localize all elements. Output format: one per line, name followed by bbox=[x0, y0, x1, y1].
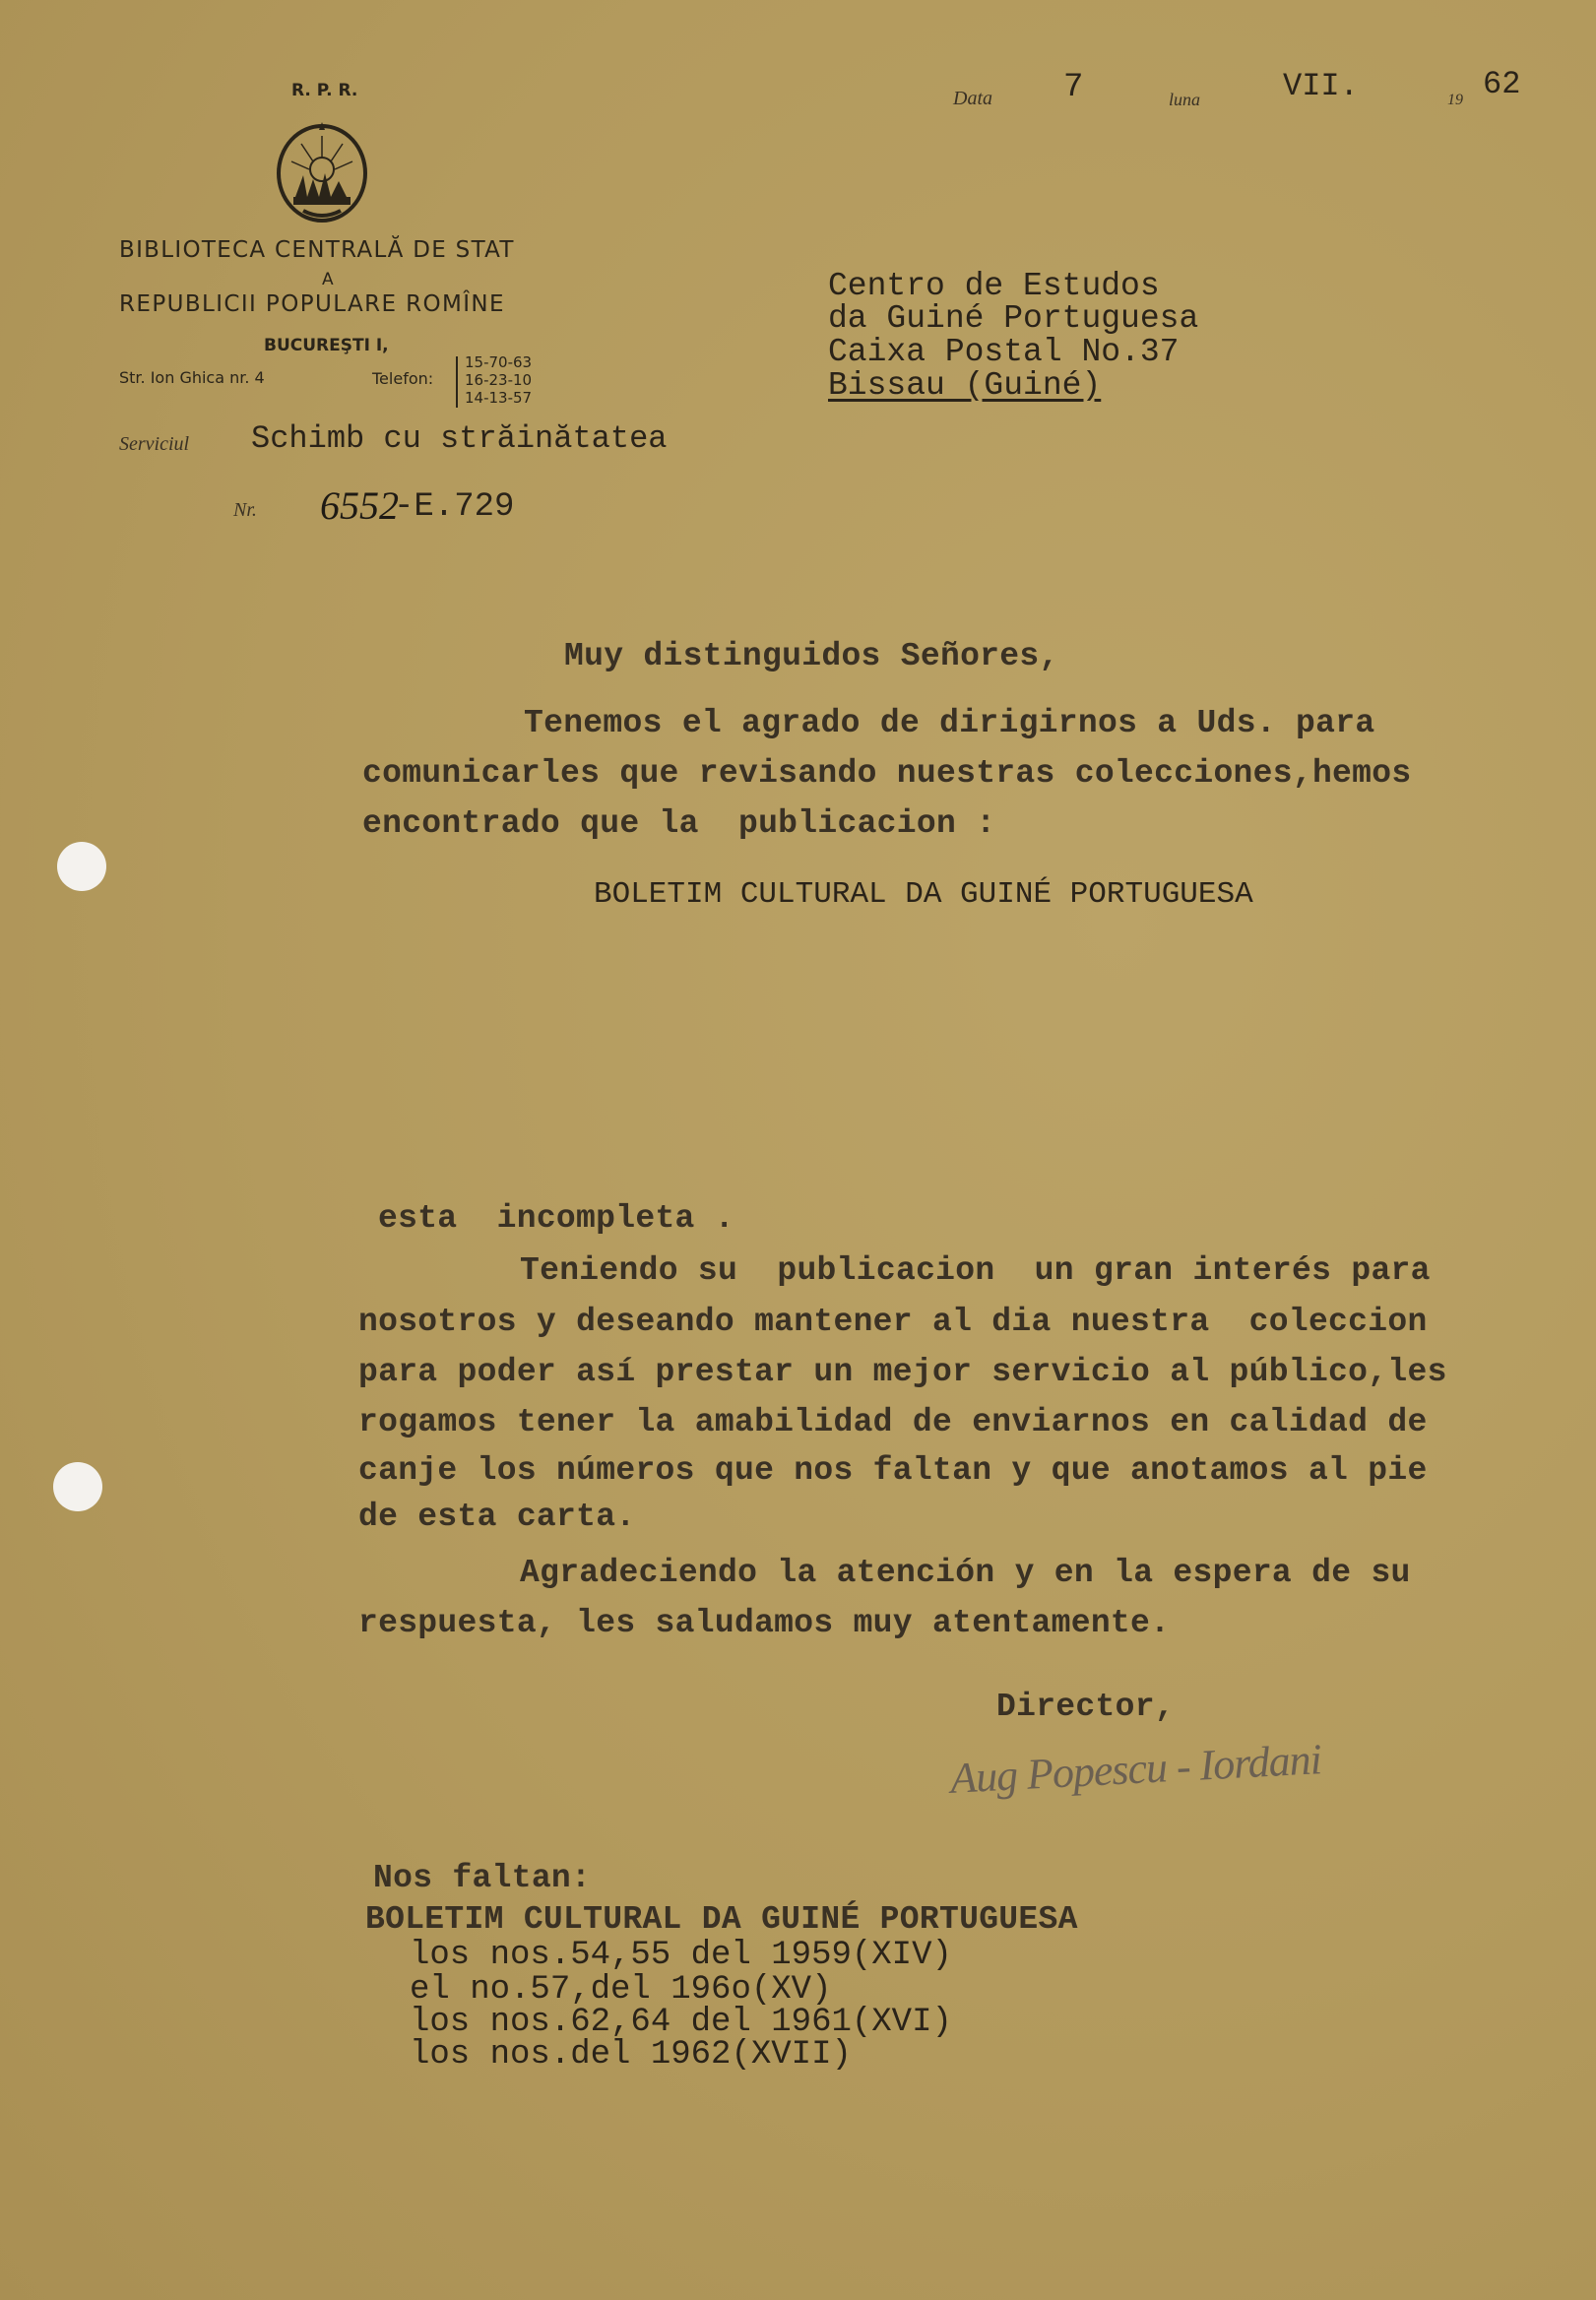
recipient-line: da Guiné Portuguesa bbox=[828, 300, 1199, 337]
institution-line-3: REPUBLICII POPULARE ROMÎNE bbox=[119, 291, 505, 317]
nr-handwritten: 6552 bbox=[320, 483, 399, 528]
date-month: VII. bbox=[1283, 68, 1359, 104]
month-label: luna bbox=[1169, 90, 1201, 109]
date-label: Data bbox=[953, 88, 992, 109]
body-line: de esta carta. bbox=[358, 1499, 636, 1535]
date-day: 7 bbox=[1063, 69, 1084, 106]
body-line: Tenemos el agrado de dirigirnos a Uds. para bbox=[524, 705, 1375, 741]
institution-line-2: A bbox=[322, 270, 334, 289]
recipient-line: Caixa Postal No.37 bbox=[828, 334, 1180, 370]
missing-item: el no.57,del 196o(XV) bbox=[410, 1971, 832, 2009]
service-label: Serviciul bbox=[119, 433, 190, 455]
phone-number: 16-23-10 bbox=[465, 371, 533, 389]
body-line: para poder así prestar un mejor servicio al público,les bbox=[358, 1354, 1447, 1390]
salutation: Muy distinguidos Señores, bbox=[564, 638, 1059, 674]
phone-label: Telefon: bbox=[372, 369, 434, 388]
signature: Aug Popescu - Iordani bbox=[948, 1735, 1322, 1803]
body-line: Agradeciendo la atención y en la espera de su bbox=[520, 1555, 1411, 1591]
punch-hole bbox=[57, 842, 106, 891]
coat-of-arms-emblem bbox=[274, 118, 370, 224]
missing-item: los nos.del 1962(XVII) bbox=[410, 2036, 852, 2074]
body-line: esta incompleta . bbox=[378, 1200, 734, 1237]
publication-title: BOLETIM CULTURAL DA GUINÉ PORTUGUESA bbox=[594, 877, 1253, 912]
year-prefix: 19 bbox=[1447, 92, 1463, 108]
body-line: nosotros y deseando mantener al dia nuestra coleccion bbox=[358, 1304, 1428, 1340]
phone-bracket bbox=[456, 356, 462, 408]
punch-hole bbox=[53, 1462, 102, 1511]
nr-typed: -E.729 bbox=[394, 488, 515, 526]
body-line: rogamos tener la amabilidad de enviarnos en calidad de bbox=[358, 1404, 1428, 1440]
city: BUCUREŞTI I, bbox=[264, 336, 389, 355]
missing-item: los nos.54,55 del 1959(XIV) bbox=[410, 1937, 952, 1974]
street-address: Str. Ion Ghica nr. 4 bbox=[119, 368, 265, 387]
date-year: 62 bbox=[1483, 66, 1521, 102]
body-line: canje los números que nos faltan y que anotamos al pie bbox=[358, 1452, 1428, 1489]
service-value: Schimb cu străinătatea bbox=[251, 420, 668, 457]
recipient-line: Bissau (Guiné) bbox=[828, 367, 1102, 404]
phone-number: 14-13-57 bbox=[465, 389, 533, 407]
body-line: respuesta, les saludamos muy atentamente. bbox=[358, 1605, 1171, 1641]
closing: Director, bbox=[996, 1689, 1175, 1725]
body-line: encontrado que la publicacion : bbox=[362, 805, 996, 842]
body-line: Teniendo su publicacion un gran interés para bbox=[520, 1252, 1431, 1289]
phone-number: 15-70-63 bbox=[465, 353, 533, 371]
missing-title: BOLETIM CULTURAL DA GUINÉ PORTUGUESA bbox=[365, 1901, 1078, 1938]
country-abbrev: R. P. R. bbox=[291, 81, 358, 100]
missing-heading: Nos faltan: bbox=[373, 1860, 592, 1896]
nr-label: Nr. bbox=[233, 499, 257, 521]
institution-line-1: BIBLIOTECA CENTRALĂ DE STAT bbox=[119, 237, 515, 263]
recipient-line: Centro de Estudos bbox=[828, 268, 1160, 304]
missing-item: los nos.62,64 del 1961(XVI) bbox=[410, 2004, 952, 2041]
body-line: comunicarles que revisando nuestras colecciones,hemos bbox=[362, 755, 1412, 792]
